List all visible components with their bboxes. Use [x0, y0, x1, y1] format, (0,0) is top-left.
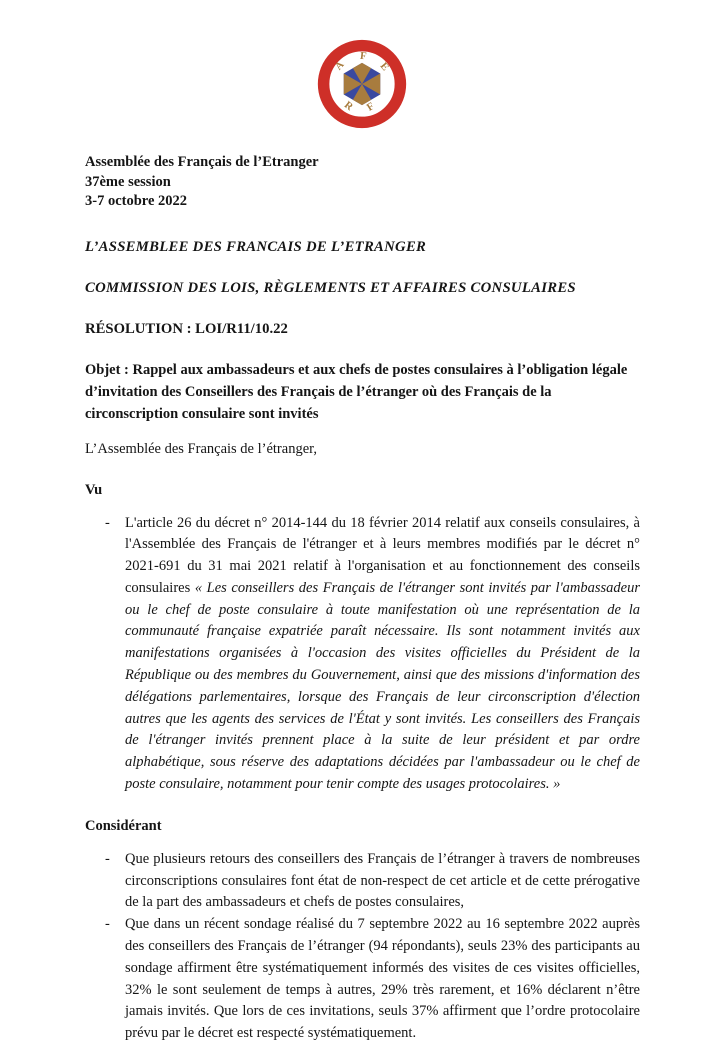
bullet-dash: - [105, 850, 110, 867]
list-item [85, 849, 640, 914]
document-body [0, 153, 724, 1045]
logo-letter-f-top: F [359, 50, 368, 63]
header-session: 37ème session [85, 173, 171, 190]
logo-letter-e: E [377, 60, 391, 74]
vu-item-quote: « Les conseillers des Français de l'étranger sont invités par l'ambassadeur ou le chef de poste consulaire à toute manifestation où une représentation de la communauté française expatriée paraît nécessaire. Ils sont notamment invités aux manifestations organisées à l'occasion des visites officielles du Président de la République ou des membres du Gouvernement, ainsi que des missions d'information des délégations parlementaires, lorsque des Français de leur circonscription d'élection autres que les agents des services de l'État y sont invités. Les conseillers des Français de l'étranger invités prennent place à la suite de leur président et par ordre alphabétique, sous réserve des adaptations décidées par l'ambassadeur ou le chef de poste consulaire, notamment pour tenir compte des usages protocolaires. » [125, 579, 641, 793]
objet-paragraph: Objet : Rappel aux ambassadeurs et aux chefs de postes consulaires à l’obligation légale d’invitation des Conseillers des Français de l’étranger où des Français de la circonscription consulaire sont invités [85, 361, 628, 422]
list-item [85, 914, 640, 1045]
section-heading-considerant: Considérant [85, 817, 162, 834]
considerant-item-text: Que plusieurs retours des conseillers des Français de l’étranger à travers de nombreuses circonscriptions consulaires font état de non-respect de cet article et de cette prérogative de la part des ambassadeurs et chefs de postes consulaires, [125, 850, 640, 911]
considerant-list [85, 849, 640, 1045]
logo-letter-r: R [341, 99, 355, 114]
salutation-line: L’Assemblée des Français de l’étranger, [85, 440, 318, 457]
resolution-number: RÉSOLUTION : LOI/R11/10.22 [85, 320, 288, 337]
title-assembly: L’ASSEMBLEE DES FRANCAIS DE L’ETRANGER [85, 238, 427, 255]
list-item [85, 513, 640, 796]
title-commission: COMMISSION DES LOIS, RÈGLEMENTS ET AFFAIRES CONSULAIRES [85, 279, 576, 296]
considerant-item-text: Que dans un récent sondage réalisé du 7 septembre 2022 au 16 septembre 2022 auprès des conseillers des Français de l’étranger (94 répondants), seuls 23% des participants au sondage affirment être systématiquement informés des visites de ces visites officielles, 32% le sont seulement de temps à autres, 29% très rarement, et 16% déclarent n’être jamais invités. Que lors de ces invitations, seuls 37% affirment que l’ordre protocolaire prévu par le décret est respecté systématiquement. [125, 916, 640, 1042]
vu-list [85, 513, 640, 796]
vu-item-text [125, 513, 640, 796]
header-dates: 3-7 octobre 2022 [85, 193, 188, 209]
document-header [85, 153, 640, 212]
bullet-dash: - [105, 514, 110, 531]
vu-item-regular: L'article 26 du décret n° 2014-144 du 18 février 2014 relatif aux conseils consulaires, à l'Assemblée des Français de l'étranger et à leurs membres modifiés par le décret n° 2021-691 du 31 mai 2021 relatif à l'organisation et au fonctionnement des conseils consulaires [125, 514, 640, 596]
logo-letter-f-bottom: F [365, 100, 377, 114]
logo-letter-a: A [333, 59, 347, 73]
header-organization: Assemblée des Français de l’Etranger [85, 154, 319, 170]
section-heading-vu: Vu [85, 481, 103, 498]
afe-logo-icon [314, 36, 410, 132]
bullet-dash: - [105, 916, 110, 933]
afe-logo [0, 0, 724, 132]
